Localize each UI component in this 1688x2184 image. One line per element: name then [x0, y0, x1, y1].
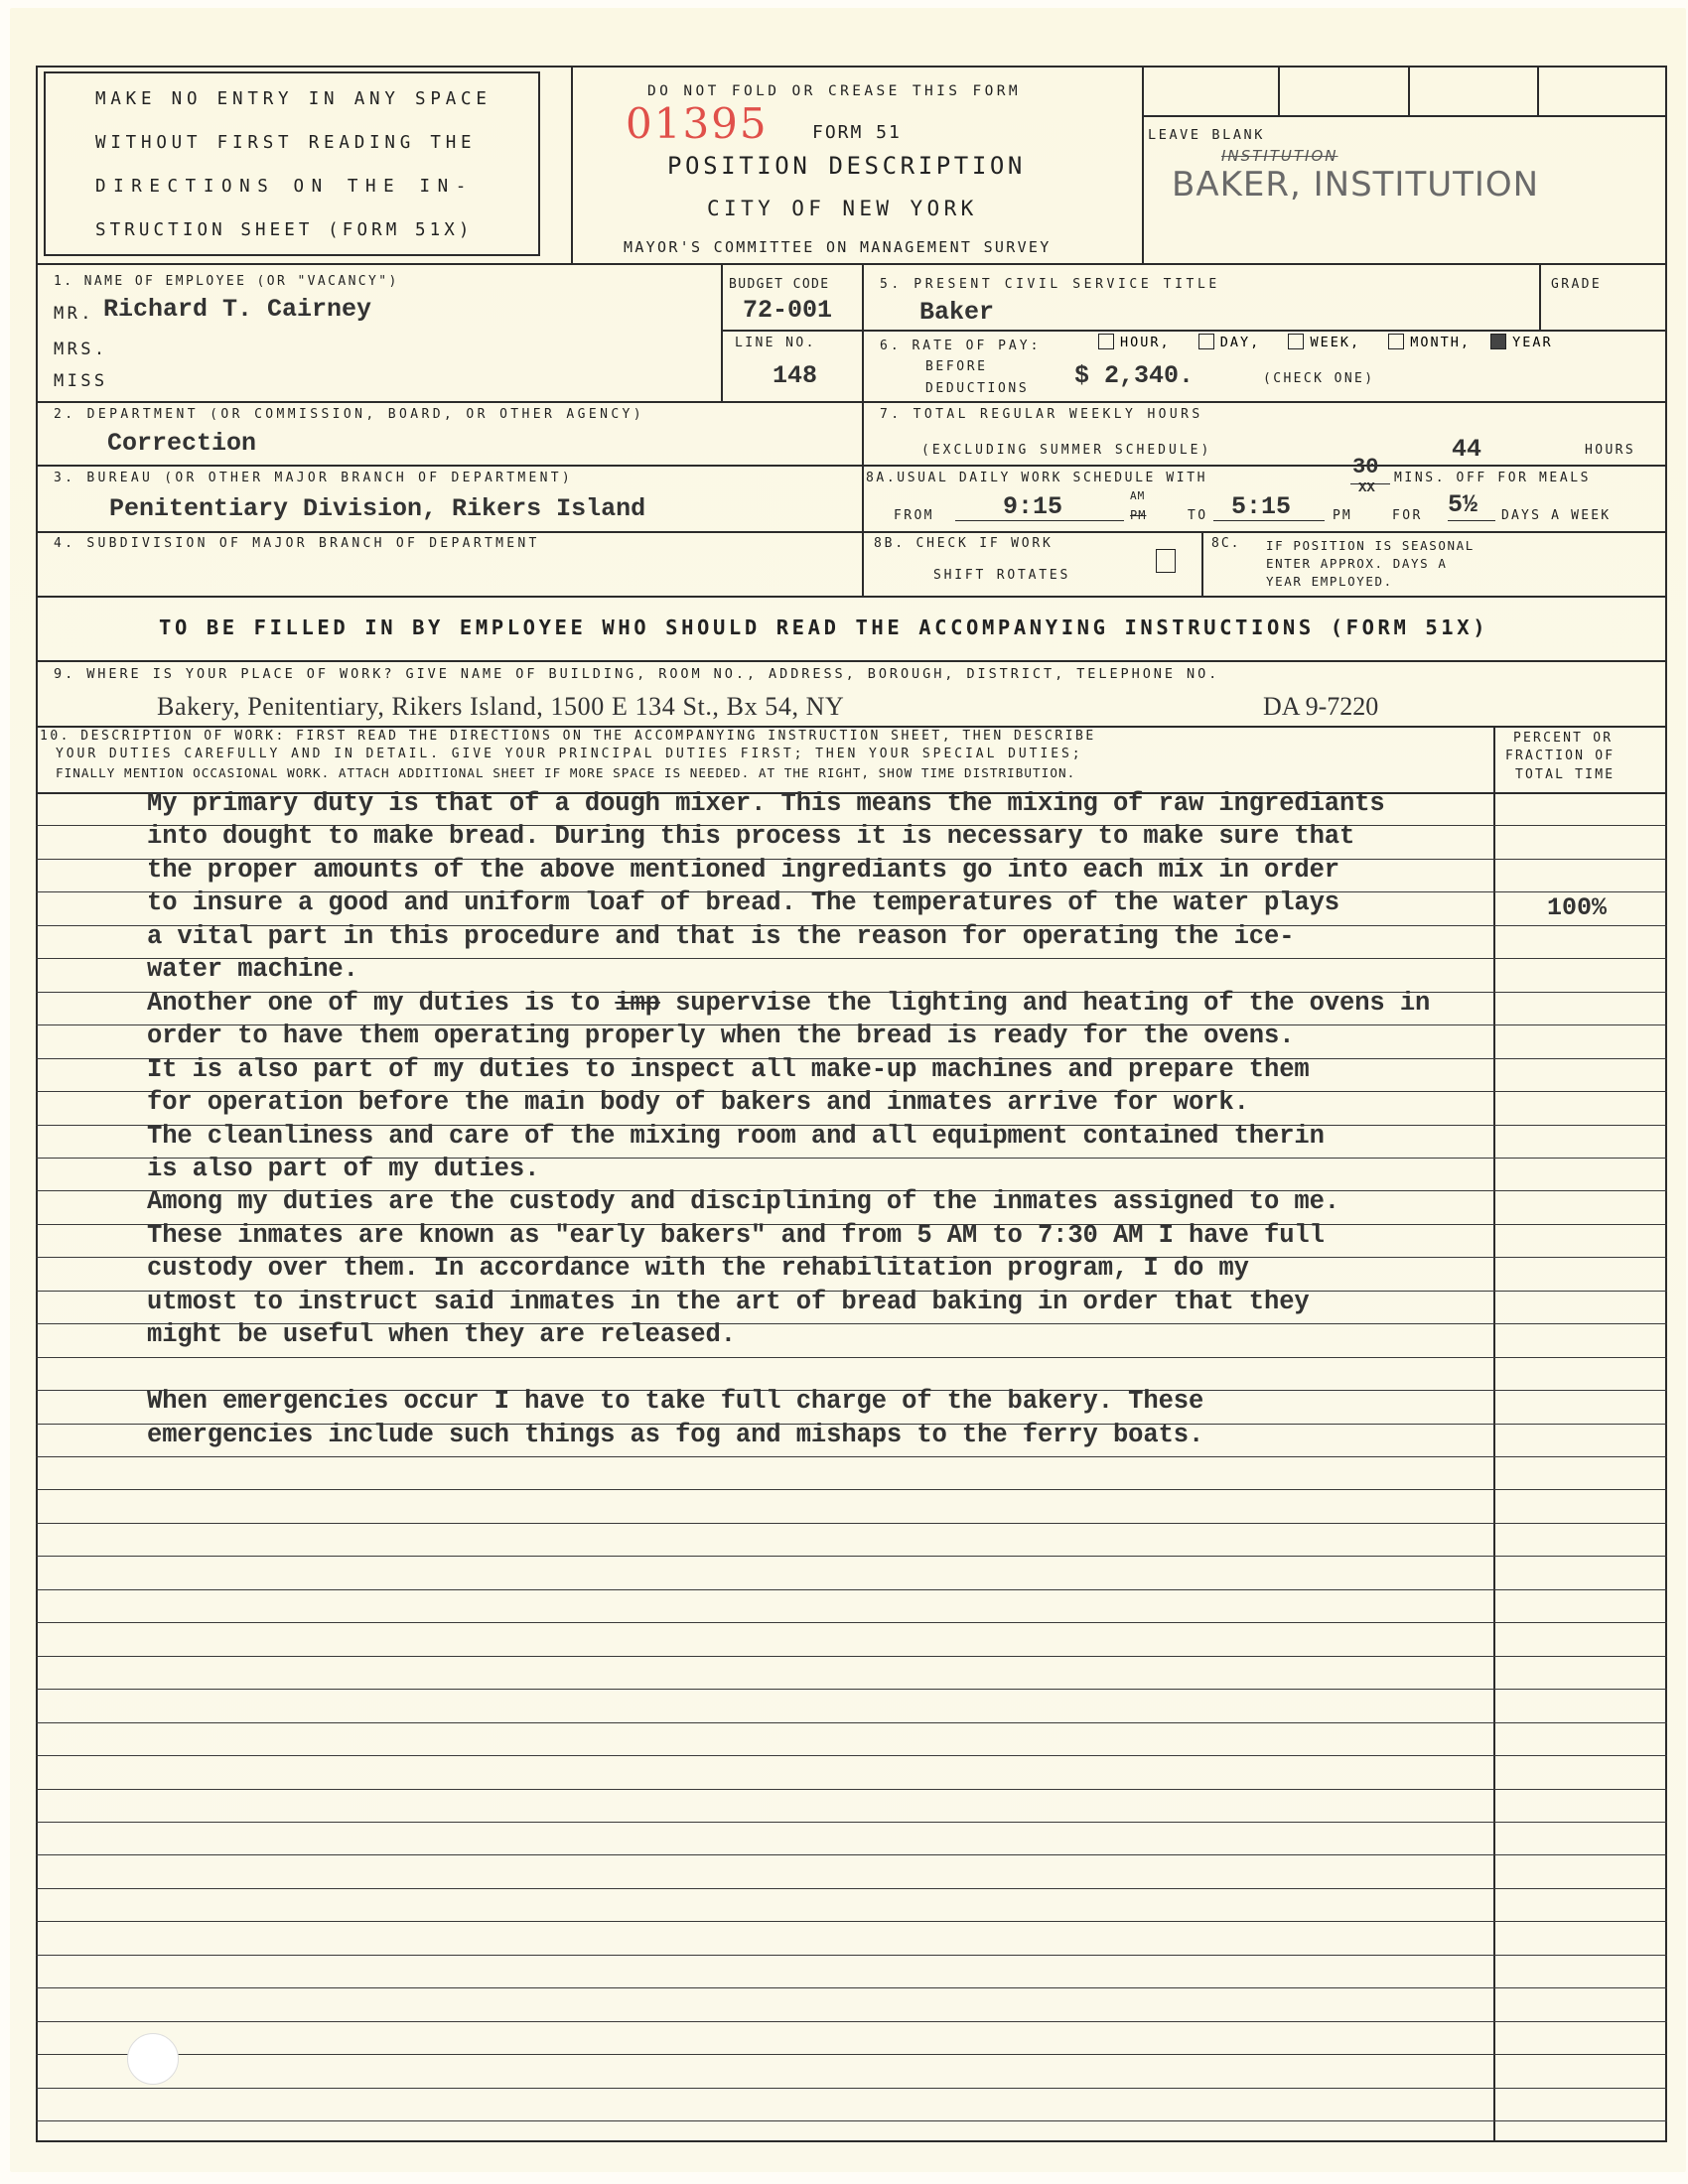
percent-header: TOTAL TIME — [1515, 767, 1616, 782]
rule — [862, 330, 1667, 332]
field10-label: 10. DESCRIPTION OF WORK: FIRST READ THE DIRECTIONS ON THE ACCOMPANYING INSTRUCTION SHEET, THEN DESCRIBE — [40, 729, 1096, 744]
hours-label: HOURS — [1585, 443, 1636, 458]
grade-label: GRADE — [1551, 277, 1603, 292]
rule — [36, 726, 1667, 728]
deductions-label: DEDUCTIONS — [925, 381, 1030, 396]
description-line: custody over them. In accordance with the rehabilitation program, I do my — [147, 1254, 1249, 1283]
rule — [1448, 520, 1495, 521]
rule — [862, 263, 864, 531]
serial-number: 01395 — [626, 99, 769, 148]
description-line: might be useful when they are released. — [147, 1320, 736, 1349]
budget-code: 72-001 — [743, 296, 833, 325]
field8b-label: 8B. CHECK IF WORK — [874, 536, 1054, 551]
ruled-line — [36, 1722, 1667, 1723]
field5-label: 5. PRESENT CIVIL SERVICE TITLE — [880, 277, 1220, 292]
description-line: Another one of my duties is to imp supervise the lighting and heating of the ovens in — [147, 989, 1431, 1018]
do-not-fold-notice: DO NOT FOLD OR CREASE THIS FORM — [647, 83, 1022, 99]
field10-label: YOUR DUTIES CAREFULLY AND IN DETAIL. GIVE YOUR PRINCIPAL DUTIES FIRST; THEN YOUR SPECIAL DUTIES; — [56, 747, 1083, 761]
ruled-line — [36, 2120, 1667, 2121]
mrs-label: MRS. — [54, 340, 108, 359]
field10-label: FINALLY MENTION OCCASIONAL WORK. ATTACH ADDITIONAL SHEET IF MORE SPACE IS NEEDED. AT THE RIGHT, SHOW TIME DISTRIBUTION. — [56, 765, 1076, 780]
pay-amount: $ 2,340. — [1074, 361, 1195, 390]
pay-option-hour[interactable]: HOUR, — [1096, 335, 1171, 350]
employee-name: Richard T. Cairney — [103, 295, 372, 324]
pay-option-week[interactable]: WEEK, — [1286, 335, 1360, 350]
rule — [1278, 66, 1280, 115]
month-checkbox[interactable] — [1388, 334, 1404, 349]
leave-blank-label: LEAVE BLANK — [1148, 127, 1266, 143]
before-label: BEFORE — [925, 359, 988, 374]
mins-off-label: MINS. OFF FOR MEALS — [1394, 471, 1592, 485]
ruled-line — [36, 1589, 1667, 1590]
rule — [36, 263, 1667, 265]
handwritten-classification: BAKER, INSTITUTION — [1172, 165, 1540, 205]
percent-value: 100% — [1547, 893, 1608, 922]
day-checkbox[interactable] — [1198, 334, 1214, 349]
rule — [36, 660, 1667, 662]
pm-label: PM — [1333, 508, 1352, 523]
field3-label: 3. BUREAU (OR OTHER MAJOR BRANCH OF DEPARTMENT) — [54, 471, 573, 485]
percent-header: PERCENT OR — [1513, 731, 1614, 746]
rule — [721, 330, 862, 332]
description-line: a vital part in this procedure and that is the reason for operating the ice- — [147, 922, 1295, 951]
instruction-line: MAKE NO ENTRY IN ANY SPACE — [95, 89, 492, 109]
ruled-line — [36, 1822, 1667, 1823]
description-line: It is also part of my duties to inspect all make-up machines and prepare them — [147, 1055, 1310, 1084]
form-number: FORM 51 — [812, 122, 902, 143]
city-name: CITY OF NEW YORK — [707, 197, 978, 220]
budget-code-label: BUDGET CODE — [729, 277, 830, 292]
form-title: POSITION DESCRIPTION — [667, 152, 1026, 180]
description-line: to insure a good and uniform loaf of bread. The temperatures of the water plays — [147, 888, 1339, 917]
instruction-line: WITHOUT FIRST READING THE — [95, 133, 477, 153]
field8c-line: YEAR EMPLOYED. — [1266, 574, 1393, 589]
field8c-line: IF POSITION IS SEASONAL — [1266, 538, 1475, 553]
description-line: is also part of my duties. — [147, 1155, 540, 1183]
pm-struck: PM — [1130, 508, 1147, 522]
ruled-line — [36, 1556, 1667, 1557]
description-line: When emergencies occur I have to take full charge of the bakery. These — [147, 1387, 1204, 1416]
description-line: the proper amounts of the above mentioned ingrediants go into each mix in order — [147, 856, 1339, 885]
shift-rotates-checkbox[interactable] — [1156, 549, 1176, 573]
civil-service-title: Baker — [919, 298, 995, 327]
to-time: 5:15 — [1231, 492, 1292, 521]
pay-option-month[interactable]: MONTH, — [1386, 335, 1471, 350]
percent-header: FRACTION OF — [1505, 749, 1616, 763]
field1-label: 1. NAME OF EMPLOYEE (OR "VACANCY") — [54, 274, 399, 289]
field7-sub: (EXCLUDING SUMMER SCHEDULE) — [921, 443, 1212, 458]
field6-label: 6. RATE OF PAY: — [880, 339, 1042, 353]
line-no: 148 — [773, 361, 818, 390]
description-line: emergencies include such things as fog and mishaps to the ferry boats. — [147, 1421, 1204, 1449]
description-line: order to have them operating properly when the bread is ready for the ovens. — [147, 1022, 1295, 1050]
rule — [36, 465, 1667, 467]
check-one-note: (CHECK ONE) — [1263, 371, 1375, 386]
employee-banner: TO BE FILLED IN BY EMPLOYEE WHO SHOULD READ THE ACCOMPANYING INSTRUCTIONS (FORM 51X) — [159, 615, 1489, 639]
line-no-label: LINE NO. — [735, 336, 816, 350]
ruled-line — [36, 2088, 1667, 2089]
ruled-line — [36, 1656, 1667, 1657]
description-line: water machine. — [147, 955, 358, 984]
week-checkbox[interactable] — [1288, 334, 1304, 349]
rule — [1142, 115, 1667, 117]
ruled-line — [36, 1489, 1667, 1490]
rule — [721, 263, 723, 401]
ruled-line — [36, 1689, 1667, 1690]
bureau: Penitentiary Division, Rikers Island — [109, 494, 646, 523]
miss-label: MISS — [54, 371, 108, 391]
meal-minutes-struck: XX — [1358, 480, 1375, 496]
rule — [1408, 66, 1410, 115]
field9-label: 9. WHERE IS YOUR PLACE OF WORK? GIVE NAME OF BUILDING, ROOM NO., ADDRESS, BOROUGH, DISTRICT, TELEPHONE NO. — [54, 666, 1220, 682]
am-label: AM — [1130, 489, 1146, 502]
telephone: DA 9-7220 — [1263, 692, 1379, 721]
field8b-sub: SHIFT ROTATES — [933, 568, 1071, 583]
hour-checkbox[interactable] — [1098, 334, 1114, 349]
rule — [1142, 66, 1144, 263]
punch-hole — [127, 2033, 179, 2085]
place-of-work: Bakery, Penitentiary, Rikers Island, 1500 E 134 St., Bx 54, NY — [157, 692, 845, 721]
struck-institution: INSTITUTION — [1221, 147, 1338, 165]
ruled-line — [36, 1755, 1667, 1756]
description-line: These inmates are known as "early bakers" and from 5 AM to 7:30 AM I have full — [147, 1221, 1325, 1250]
ruled-line — [36, 2021, 1667, 2022]
ruled-line — [36, 1789, 1667, 1790]
description-line: Among my duties are the custody and disciplining of the inmates assigned to me. — [147, 1187, 1339, 1216]
rule — [862, 531, 864, 596]
field8c-label: 8C. — [1211, 536, 1241, 551]
from-time: 9:15 — [1003, 492, 1063, 521]
ruled-line — [36, 1987, 1667, 1988]
pay-option-day[interactable]: DAY, — [1196, 335, 1261, 350]
description-line: utmost to instruct said inmates in the art of bread baking in order that they — [147, 1288, 1310, 1316]
rule — [36, 401, 1667, 403]
days-week-label: DAYS A WEEK — [1501, 508, 1612, 523]
weekly-hours: 44 — [1452, 435, 1482, 464]
ruled-line — [36, 1622, 1667, 1623]
mr-label: MR. — [54, 304, 94, 324]
to-label: TO — [1188, 508, 1208, 523]
rule — [1350, 483, 1390, 484]
description-line: My primary duty is that of a dough mixer. This means the mixing of raw ingrediants — [147, 789, 1385, 818]
committee-name: MAYOR'S COMMITTEE ON MANAGEMENT SURVEY — [624, 238, 1052, 256]
ruled-line — [36, 1854, 1667, 1855]
field2-label: 2. DEPARTMENT (OR COMMISSION, BOARD, OR OTHER AGENCY) — [54, 407, 645, 422]
rule — [1539, 263, 1541, 330]
department: Correction — [107, 429, 257, 458]
ruled-line — [36, 1955, 1667, 1956]
days-per-week: 5½ — [1448, 490, 1478, 519]
ruled-line — [36, 1357, 1667, 1358]
ruled-line — [36, 1888, 1667, 1889]
field8a-label: 8A.USUAL DAILY WORK SCHEDULE WITH — [866, 471, 1208, 485]
ruled-line — [36, 1921, 1667, 1922]
instruction-line: DIRECTIONS ON THE IN- — [95, 177, 474, 197]
rule — [1201, 531, 1203, 596]
from-label: FROM — [894, 508, 934, 523]
description-line: The cleanliness and care of the mixing room and all equipment contained therin — [147, 1122, 1325, 1151]
instruction-line: STRUCTION SHEET (FORM 51X) — [95, 220, 474, 240]
field7-label: 7. TOTAL REGULAR WEEKLY HOURS — [880, 407, 1203, 422]
pay-options — [1096, 334, 1553, 351]
field8c-line: ENTER APPROX. DAYS A — [1266, 556, 1448, 571]
rule — [1493, 726, 1495, 2142]
rule — [36, 596, 1667, 598]
description-line: into dought to make bread. During this process it is necessary to make sure that — [147, 822, 1355, 851]
pay-option-year[interactable]: YEAR — [1488, 335, 1553, 350]
rule — [36, 531, 1667, 533]
year-checkbox[interactable] — [1490, 334, 1506, 349]
description-line: for operation before the main body of bakers and inmates arrive for work. — [147, 1088, 1249, 1117]
meal-minutes: 30 — [1352, 455, 1379, 479]
field4-label: 4. SUBDIVISION OF MAJOR BRANCH OF DEPARTMENT — [54, 536, 540, 551]
ruled-line — [36, 1523, 1667, 1524]
ruled-line — [36, 1456, 1667, 1457]
ruled-line — [36, 2054, 1667, 2055]
rule — [571, 66, 573, 263]
for-label: FOR — [1392, 508, 1423, 523]
rule — [1537, 66, 1539, 115]
